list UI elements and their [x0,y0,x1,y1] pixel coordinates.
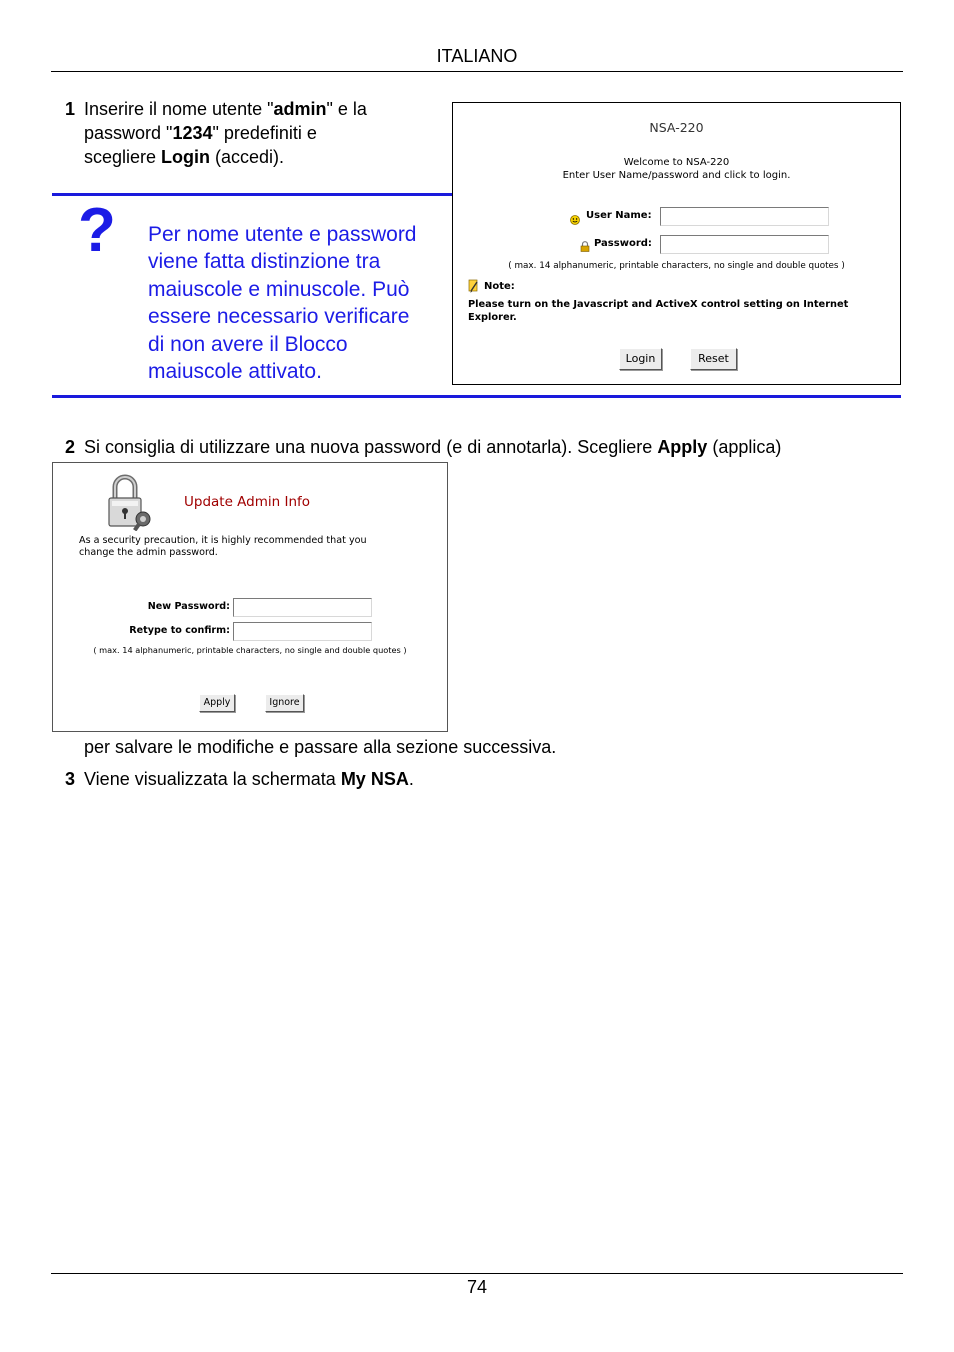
login-instruction: Enter User Name/password and click to login. [562,170,791,181]
note-bottom-rule [52,395,901,398]
admin-title: Update Admin Info [184,494,311,510]
lock-icon [580,237,590,248]
note-line: maiuscole e minuscole. Può [148,277,410,301]
step-1-line3-c: (accedi). [210,147,285,167]
apply-button[interactable]: Apply [199,694,235,712]
retype-password-label: Retype to confirm: [129,625,230,636]
login-welcome: Welcome to NSA-220 [623,157,730,168]
step-1-password: 1234 [172,123,213,143]
new-password-label: New Password: [147,601,230,612]
step-2-apply-word: Apply [657,437,708,457]
username-label: User Name: [586,210,652,221]
reset-button[interactable]: Reset [690,348,737,370]
admin-hint: ( max. 14 alphanumeric, printable characters, no single and double quotes ) [93,645,407,655]
step-3-my-nsa: My NSA [340,769,409,789]
step-3 [65,767,865,793]
smiley-icon [570,210,580,220]
padlock-key-icon [105,473,153,531]
login-note-line1: Please turn on the Javascript and ActiveX control setting on Internet [468,299,849,310]
step-2-number: 2 [65,437,76,457]
step-1-login-word: Login [161,147,211,167]
password-input[interactable] [660,235,829,254]
step-1-username: admin [273,99,327,119]
step-1-line3-a: scegliere [84,147,162,167]
step-1-number: 1 [65,99,76,119]
page-number: 74 [466,1277,488,1297]
ignore-button[interactable]: Ignore [265,694,304,712]
login-note-label: Note: [484,281,515,292]
note-pencil-icon [468,278,480,292]
step-2-text [84,435,781,459]
username-input[interactable] [660,207,829,226]
password-label: Password: [594,238,652,249]
admin-screenshot [52,462,448,732]
page-header: ITALIANO [436,46,518,66]
step-2-text-c: (applica) [707,437,782,457]
step-1-line1-a: Inserire il nome utente " [84,99,274,119]
login-hint: ( max. 14 alphanumeric, printable characters, no single and double quotes ) [508,261,845,271]
question-mark-icon: ? [78,196,116,265]
step-1-line1-c: " e la [326,99,367,119]
note-line: di non avere il Blocco [148,332,348,356]
login-screenshot [452,102,901,385]
note-text [148,221,448,385]
step-1 [65,97,445,177]
note-line: viene fatta distinzione tra [148,250,381,274]
note-line: essere necessario verificare [148,305,410,329]
footer-rule [51,1273,903,1274]
note-line: Per nome utente e password [148,223,417,246]
step-1-line2-c: " predefiniti e [212,123,317,143]
note-line: maiuscole attivato. [148,360,322,384]
login-title: NSA-220 [649,120,704,135]
login-button[interactable]: Login [619,348,662,370]
step-2 [65,435,915,461]
admin-desc-line2: change the admin password. [79,547,218,558]
new-password-input[interactable] [233,598,372,617]
step-2-text-a: Si consiglia di utilizzare una nuova password (e di annotarla). Scegliere [84,437,658,457]
retype-password-input[interactable] [233,622,372,641]
step-3-number: 3 [65,769,76,789]
step-3-text-a: Viene visualizzata la schermata [84,769,341,789]
step-1-text [84,97,367,169]
header-rule [51,71,903,72]
admin-desc-line1: As a security precaution, it is highly recommended that you [79,535,367,546]
step-3-text [84,767,414,791]
step-3-text-c: . [408,769,414,789]
step-2-continuation: per salvare le modifiche e passare alla sezione successiva. [84,737,557,757]
step-1-line2-a: password " [84,123,173,143]
login-note-line2: Explorer. [468,312,517,323]
